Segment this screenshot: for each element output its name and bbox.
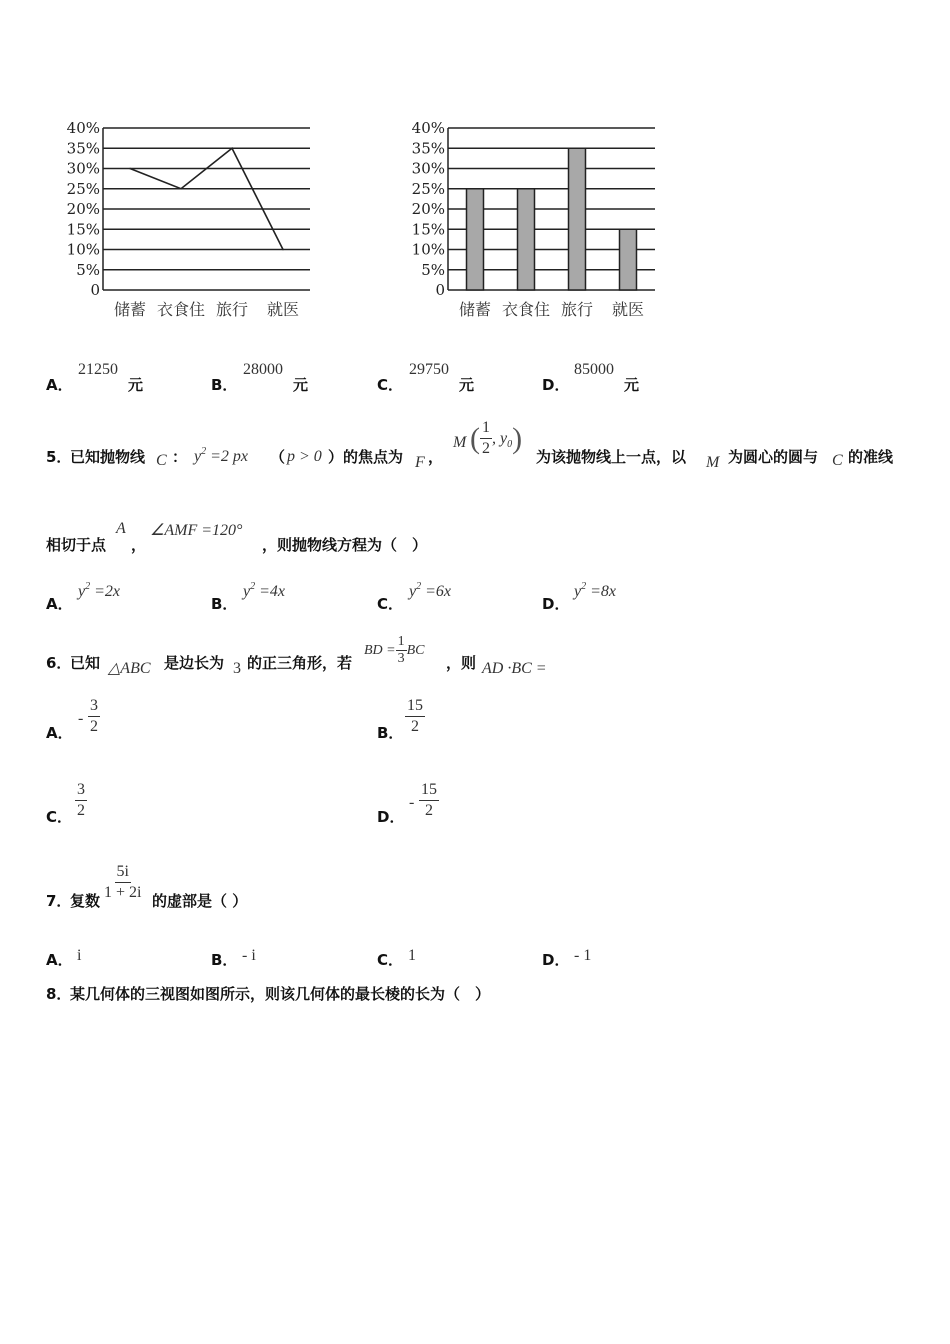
q4-option-d-value: 85000 (574, 361, 614, 378)
q5-cond-open: （ (270, 448, 286, 466)
q5-text-2: 为该抛物线上一点，以 (536, 448, 687, 466)
y-tick-label: 40% (411, 119, 445, 137)
q5-curve-c2: C (832, 452, 843, 469)
y-tick-label: 15% (66, 220, 100, 239)
series-line (130, 148, 283, 249)
y-tick-label: 25% (66, 179, 100, 198)
q6-option-c-label: C． (46, 808, 73, 826)
q4-option-d-label: D． (542, 376, 570, 394)
bar (518, 189, 535, 290)
q6-dot-product: AD ·BC = (482, 660, 547, 677)
q5-colon: ： (172, 448, 188, 466)
line-chart (55, 118, 325, 333)
q5-text-1: 已知抛物线 (70, 448, 146, 466)
x-tick-label: 旅行 (560, 300, 594, 319)
q6-text-4: ，则 (446, 654, 477, 672)
bar-chart (400, 118, 670, 333)
q6-side: 3 (233, 660, 241, 677)
line-chart-svg (55, 118, 325, 333)
bar-chart-svg (400, 118, 670, 333)
data-point (129, 168, 131, 170)
y-tick-label: 5% (421, 260, 445, 279)
q5-option-b-label: B． (211, 595, 238, 613)
q7-text-1: 复数 (70, 892, 101, 910)
q5-comma2: ， (131, 536, 147, 554)
q5-center-m: M (706, 454, 720, 471)
y-tick-label: 5% (76, 260, 100, 279)
q6-text-1: 已知 (70, 654, 101, 672)
q5-option-a-eq: $y^2 =2x$ (78, 581, 121, 600)
data-point (231, 147, 233, 149)
y-tick-label: 0 (435, 281, 445, 299)
q5-option-b-eq: $y^2 =4x$ (243, 581, 286, 600)
x-tick-label: 衣食住 (156, 300, 206, 319)
q5-line2-text-1: 相切于点 (46, 536, 107, 554)
q6-option-a-value: $\frac{3}{2}$ (90, 697, 98, 735)
q5-comma: ， (428, 448, 444, 466)
x-tick-label: 就医 (611, 300, 645, 319)
q5-curve-c: C (156, 452, 167, 469)
q5-line2-text-2: ，则抛物线方程为（ ） (262, 536, 428, 554)
q5-option-d-label: D． (542, 595, 570, 613)
q5-option-a-label: A． (46, 595, 73, 613)
q8-number: 8． (46, 985, 72, 1003)
q5-option-c-label: C． (377, 595, 404, 613)
bar (467, 189, 484, 290)
q5-cond-close: ）的焦点为 (328, 448, 404, 466)
y-tick-label: 35% (66, 139, 100, 158)
q6-vector-eq: BD = $\frac{1}{3}$ BC (364, 634, 425, 666)
y-tick-label: 35% (411, 139, 445, 158)
data-point (282, 249, 284, 251)
x-tick-label: 储蓄 (458, 300, 492, 319)
q6-option-b-label: B． (377, 724, 404, 742)
y-tick-label: 10% (66, 240, 100, 259)
q6-option-a-sign: - (78, 710, 84, 727)
q4-option-b-value: 28000 (243, 361, 283, 378)
q5-text-3: 为圆心的圆与 (728, 448, 819, 466)
q7-number: 7． (46, 892, 72, 910)
q7-option-c-label: C． (377, 951, 404, 969)
q6-text-3: 的正三角形，若 (247, 654, 353, 672)
q5-condition: p > 0 (287, 448, 322, 465)
q4-option-b-label: B． (211, 376, 238, 394)
x-tick-label: 衣食住 (501, 300, 551, 319)
q7-option-d-value: - 1 (574, 947, 592, 964)
bar (569, 148, 586, 290)
y-tick-label: 10% (411, 240, 445, 259)
q4-option-d-unit: 元 (624, 376, 640, 394)
q4-option-c-unit: 元 (459, 376, 475, 394)
q5-equation: $y^2 =2$ px (194, 446, 249, 465)
y-tick-label: 30% (66, 159, 100, 178)
q6-option-d-value: $\frac{15}{2}$ (421, 781, 437, 819)
q6-option-d-label: D． (377, 808, 405, 826)
y-tick-label: 20% (411, 200, 445, 218)
y-tick-label: 25% (411, 179, 445, 198)
y-tick-label: 30% (411, 159, 445, 178)
y-tick-label: 20% (66, 200, 100, 218)
q6-number: 6． (46, 654, 72, 672)
q7-option-a-value: i (77, 947, 82, 964)
q6-option-b-value: $\frac{15}{2}$ (407, 697, 423, 735)
q7-option-a-label: A． (46, 951, 73, 969)
q7-option-c-value: 1 (408, 947, 416, 964)
q4-option-a-unit: 元 (128, 376, 144, 394)
q6-triangle: △ABC (108, 660, 151, 677)
q6-text-2: 是边长为 (164, 654, 225, 672)
x-tick-label: 储蓄 (113, 300, 147, 319)
q7-fraction: $\frac{5i}{1 + 2i}$ (104, 863, 142, 901)
q7-option-d-label: D． (542, 951, 570, 969)
q5-point-m: M (453, 434, 467, 451)
q5-text-4: 的准线 (848, 448, 894, 466)
q5-focus-f: F (415, 454, 425, 471)
q5-number: 5． (46, 448, 72, 466)
y-tick-label: 15% (411, 220, 445, 239)
q4-option-b-unit: 元 (293, 376, 309, 394)
q8-text: 某几何体的三视图如图所示，则该几何体的最长棱的长为（ ） (70, 985, 491, 1003)
q7-text-2: 的虚部是（ ） (152, 892, 248, 910)
y-tick-label: 0 (90, 281, 100, 299)
q4-option-c-label: C． (377, 376, 404, 394)
q7-option-b-label: B． (211, 951, 238, 969)
x-tick-label: 就医 (266, 300, 300, 319)
data-point (180, 188, 182, 190)
q6-option-a-label: A． (46, 724, 73, 742)
q4-option-a-label: A． (46, 376, 73, 394)
q4-option-a-value: 21250 (78, 361, 118, 378)
q7-option-b-value: - i (242, 947, 256, 964)
q5-angle: ∠AMF =120° (150, 522, 243, 539)
q6-option-d-sign: - (409, 794, 415, 811)
q5-option-c-eq: $y^2 =6x$ (409, 581, 452, 600)
y-tick-label: 40% (66, 119, 100, 137)
q6-option-c-value: $\frac{3}{2}$ (77, 781, 85, 819)
q4-option-c-value: 29750 (409, 361, 449, 378)
q5-point-a: A (116, 520, 126, 537)
x-tick-label: 旅行 (215, 300, 249, 319)
bar (620, 229, 637, 290)
q5-option-d-eq: $y^2 =8x$ (574, 581, 617, 600)
q5-point-coords: ( $\frac{1}{2}$ , $y_0$ ) (470, 419, 523, 457)
